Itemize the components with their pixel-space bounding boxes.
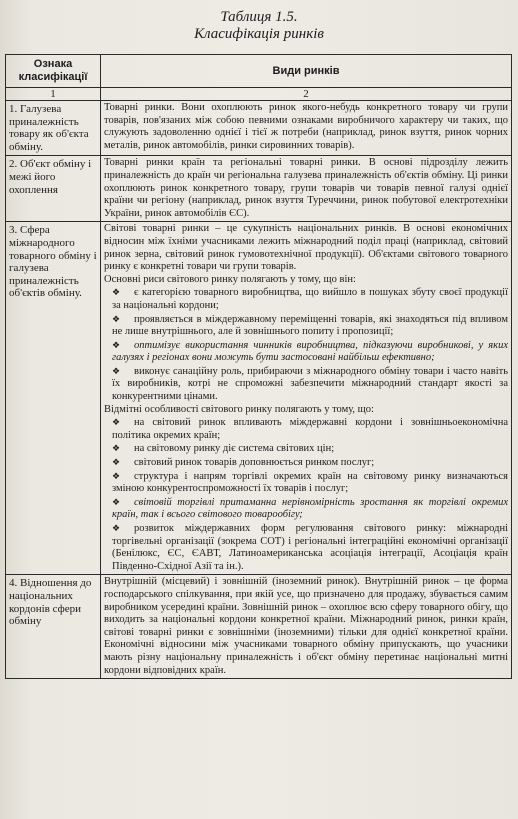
diamond-bullet-icon: ❖	[112, 287, 121, 298]
row-feature: 2. Об'єкт обміну і межі його охоплення	[6, 156, 101, 222]
list-item	[104, 496, 508, 522]
features-lead: Основні риси світового ринку полягають у тому, що він:	[104, 273, 356, 285]
row-description: Товарні ринки. Вони охоплюють ринок якого-небудь конкретного товару чи групи товарів, пов'язаних між собою певними ознаками виробничого характеру чи таких, що служують задоволенню однієї і тієї ж потреби (наприклад, ринок взуття, ринок чорних металів, ринок автомобілів, ринки сировинних товарів).	[101, 101, 512, 156]
diamond-bullet-icon: ❖	[112, 443, 121, 454]
world-market-intro: Світові товарні ринки – це сукупність національних ринків. В основі економічних відносин між їхніми учасниками лежить міжнародний поділ праці (наприклад, світовий ринок зерна, світовий ринок гумовотехнічної продукції). Об'єктами світового товарного ринку є конкретні товари чи групи товарів.	[104, 223, 508, 273]
list-item-text: структура і напрям торгівлі окремих країн на світовому ринку визначаються зміною конкурентоспроможності їх товарів і послуг;	[112, 470, 508, 495]
row-description	[101, 222, 512, 575]
list-item	[104, 456, 508, 470]
table-row	[6, 575, 512, 679]
list-item	[104, 470, 508, 496]
table-row	[6, 101, 512, 156]
classification-table	[5, 54, 512, 679]
list-item	[104, 522, 508, 573]
list-item-text: виконує санаційну роль, прибираючи з міжнародного обміну товари і часто навіть їх виробників, котрі не спроможні забезпечити міжнародний стандарт якості за конкурентними цінами.	[112, 365, 508, 403]
list-item-text: на світовому ринку діє система світових цін;	[134, 443, 335, 455]
header-row	[6, 55, 512, 88]
column-number-1: 1	[6, 88, 101, 101]
list-item	[104, 313, 508, 339]
header-feature: Ознака класифікації	[6, 55, 101, 88]
list-item-text: світовій торгівлі притаманна нерівномірність зростання як торгівлі окремих країн, так і всього світового товарообігу;	[112, 496, 508, 521]
table-row	[6, 222, 512, 575]
column-number-row	[6, 88, 512, 101]
diamond-bullet-icon: ❖	[112, 417, 121, 428]
column-number-2: 2	[101, 88, 512, 101]
list-item-text: проявляється в міждержавному переміщенні товарів, які знаходяться під впливом не лише внутрішнього, але й зовнішнього попиту і пропозиції;	[112, 313, 508, 338]
diamond-bullet-icon: ❖	[112, 339, 121, 350]
diamond-bullet-icon: ❖	[112, 523, 121, 533]
diamond-bullet-icon: ❖	[112, 496, 121, 507]
list-item	[104, 339, 508, 365]
list-item-text: світовий ринок товарів доповнюється ринком послуг;	[134, 457, 375, 469]
list-item-text: є категорією товарного виробництва, що вийшло в пошуках збуту своєї продукції за національні кордони;	[112, 287, 508, 311]
row-description: Внутрішній (місцевий) і зовнішній (іноземний ринок). Внутрішній ринок – це форма господарського спілкування, при якій усе, що призначено для продажу, збувається самим виробником усередині країни. Зовнішній ринок – охоплює всю сферу товарного обігу, що виходить за національні кордони конкретної країни. Міжнародний ринок, ринки країн, світові товарні ринки є зовнішніми (іноземними) тільки для однієї конкретної країни. Економічні відносини між учасниками товарного обміну припускають, що учасники мають різну національну приналежність і об'єкт обміну перетинає національні митні кордони відповідних країн.	[101, 575, 512, 679]
row-description: Товарні ринки країн та регіональні товарні ринки. В основі підрозділу лежить приналежність до країн чи регіональна галузева приналежність об'єктів обміну. Ці ринки охоплюють ринок конкретного товару, групи товарів чи товарів певної галузі однієї країни чи регіону (наприклад, ринок взуття Туреччини, ринок побутової електротехніки України, ринок автомобілів ЄС).	[101, 156, 512, 222]
list-item-text: оптимізує використання чинників виробництва, підказуючи виробникові, у яких галузях і регіонах вони можуть бути застосовані найбільш ефективно;	[112, 339, 508, 364]
list-item	[104, 365, 508, 404]
table-title: Класифікація ринків	[194, 26, 324, 42]
row-feature: 3. Сфера міжнародного товарного обміну і галузева приналежність об'єктів обміну.	[6, 222, 101, 575]
list-item-text: на світовий ринок впливають міждержавні кордони і зовнішньоекономічна політика окремих країн;	[112, 417, 508, 441]
list-item	[104, 442, 508, 456]
diamond-bullet-icon: ❖	[112, 457, 121, 468]
distinctive-features-lead: Відмітні особливості світового ринку полягають у тому, що:	[104, 403, 374, 415]
table-row	[6, 156, 512, 222]
header-market-types: Види ринків	[101, 55, 512, 88]
diamond-bullet-icon: ❖	[112, 365, 121, 376]
list-item-text: розвиток міждержавних форм регулювання світового ринку: міжнародні торгівельні організації (зокрема СОТ) і регіональні інтеграційні економічні організації (Бенілюкс, ЄС, ЄАВТ, Латиноамериканська асоціація інтеграції, Асоціація країн Південно-Східної Азії та ін.).	[112, 523, 508, 572]
list-item	[104, 286, 508, 312]
diamond-bullet-icon: ❖	[112, 313, 121, 324]
diamond-bullet-icon: ❖	[112, 470, 121, 481]
row-feature: 1. Галузева приналежність товару як об'єкта обміну.	[6, 101, 101, 156]
table-number: Таблиця 1.5.	[220, 9, 298, 25]
row-feature: 4. Відношення до національних кордонів сфери обміну	[6, 575, 101, 679]
list-item	[104, 416, 508, 442]
